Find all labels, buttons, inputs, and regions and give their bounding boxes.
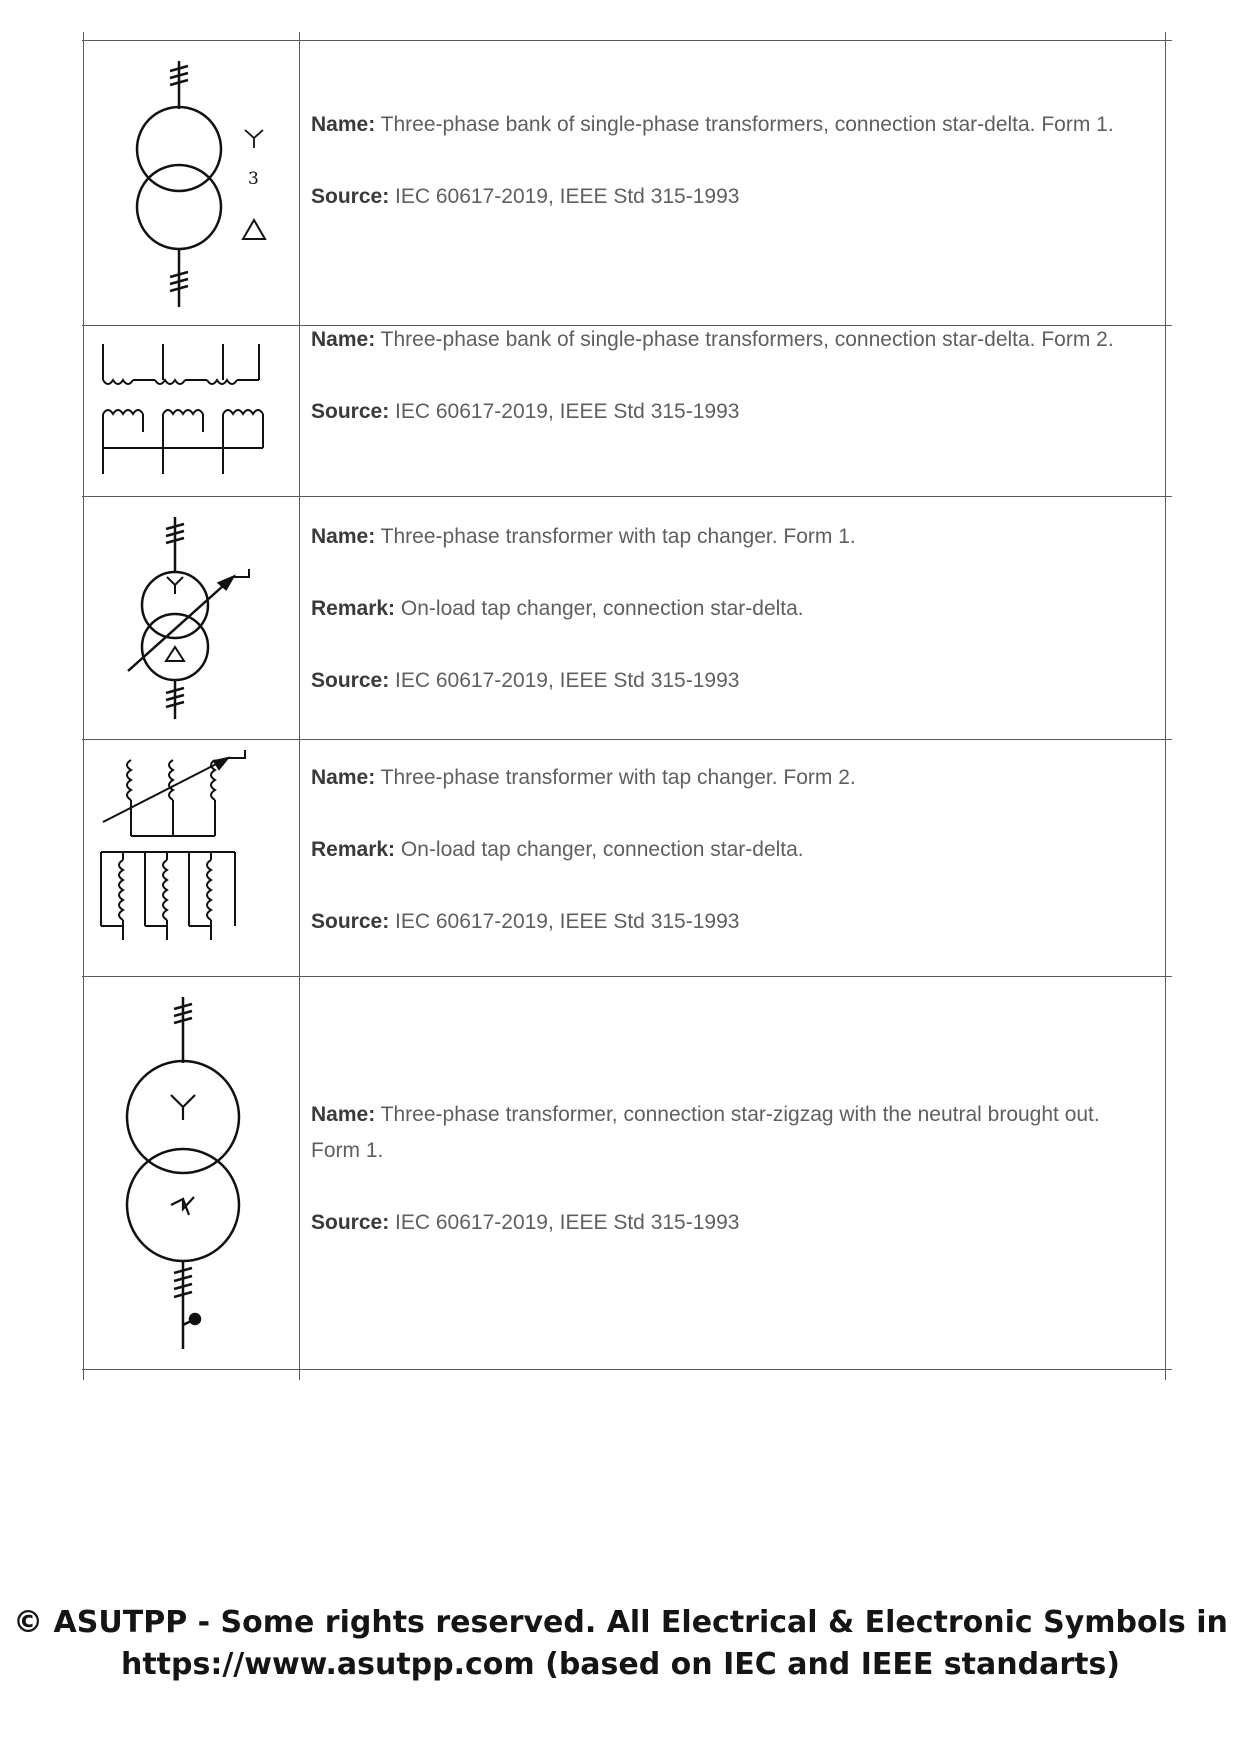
table-row bbox=[83, 326, 1169, 496]
copyright-line-1: © ASUTPP - Some rights reserved. All Electrical & Electronic Symbols in bbox=[13, 1605, 1228, 1640]
three-phase-bank-star-delta-form2-symbol bbox=[83, 326, 299, 496]
name-label: Name: bbox=[311, 328, 376, 351]
remark-label: Remark: bbox=[311, 597, 396, 620]
row-description bbox=[311, 519, 1149, 699]
row-description bbox=[311, 1097, 1149, 1241]
source-label: Source: bbox=[311, 910, 390, 933]
table-row bbox=[83, 977, 1169, 1369]
three-phase-transformer-tap-changer-form1-symbol bbox=[83, 497, 299, 739]
symbol-source: IEC 60617-2019, IEEE Std 315-1993 bbox=[395, 1211, 740, 1234]
source-label: Source: bbox=[311, 185, 390, 208]
remark-label: Remark: bbox=[311, 838, 396, 861]
symbol-name: Three-phase transformer with tap changer. Form 2. bbox=[380, 766, 856, 789]
symbol-count-label: 3 bbox=[248, 169, 259, 189]
three-phase-transformer-star-zigzag-neutral-form1-symbol bbox=[83, 977, 299, 1369]
copyright-footer bbox=[0, 1602, 1241, 1686]
symbol-name: Three-phase transformer, connection star-zigzag with the neutral brought out. Form 1. bbox=[311, 1103, 1100, 1162]
symbol-source: IEC 60617-2019, IEEE Std 315-1993 bbox=[395, 910, 740, 933]
copyright-line-2: https://www.asutpp.com (based on IEC and IEEE standarts) bbox=[120, 1647, 1121, 1682]
table-row bbox=[83, 41, 1169, 325]
symbol-source: IEC 60617-2019, IEEE Std 315-1993 bbox=[395, 185, 740, 208]
row-description bbox=[311, 107, 1149, 215]
name-label: Name: bbox=[311, 1103, 376, 1126]
table-row bbox=[83, 497, 1169, 739]
symbol-remark: On-load tap changer, connection star-delta. bbox=[400, 838, 804, 861]
row-description bbox=[311, 760, 1149, 940]
table-row bbox=[83, 740, 1169, 976]
three-phase-bank-star-delta-form1-symbol bbox=[83, 41, 299, 325]
three-phase-transformer-tap-changer-form2-symbol bbox=[83, 740, 299, 976]
name-label: Name: bbox=[311, 766, 376, 789]
name-label: Name: bbox=[311, 525, 376, 548]
symbol-remark: On-load tap changer, connection star-delta. bbox=[400, 597, 804, 620]
source-label: Source: bbox=[311, 400, 390, 423]
name-label: Name: bbox=[311, 113, 376, 136]
source-label: Source: bbox=[311, 669, 390, 692]
symbol-name: Three-phase bank of single-phase transformers, connection star-delta. Form 2. bbox=[380, 328, 1114, 351]
symbol-name: Three-phase transformer with tap changer. Form 1. bbox=[380, 525, 856, 548]
symbol-source: IEC 60617-2019, IEEE Std 315-1993 bbox=[395, 400, 740, 423]
symbol-source: IEC 60617-2019, IEEE Std 315-1993 bbox=[395, 669, 740, 692]
table-border-bottom bbox=[82, 1369, 1172, 1370]
row-description bbox=[311, 322, 1149, 430]
symbol-name: Three-phase bank of single-phase transformers, connection star-delta. Form 1. bbox=[380, 113, 1114, 136]
source-label: Source: bbox=[311, 1211, 390, 1234]
